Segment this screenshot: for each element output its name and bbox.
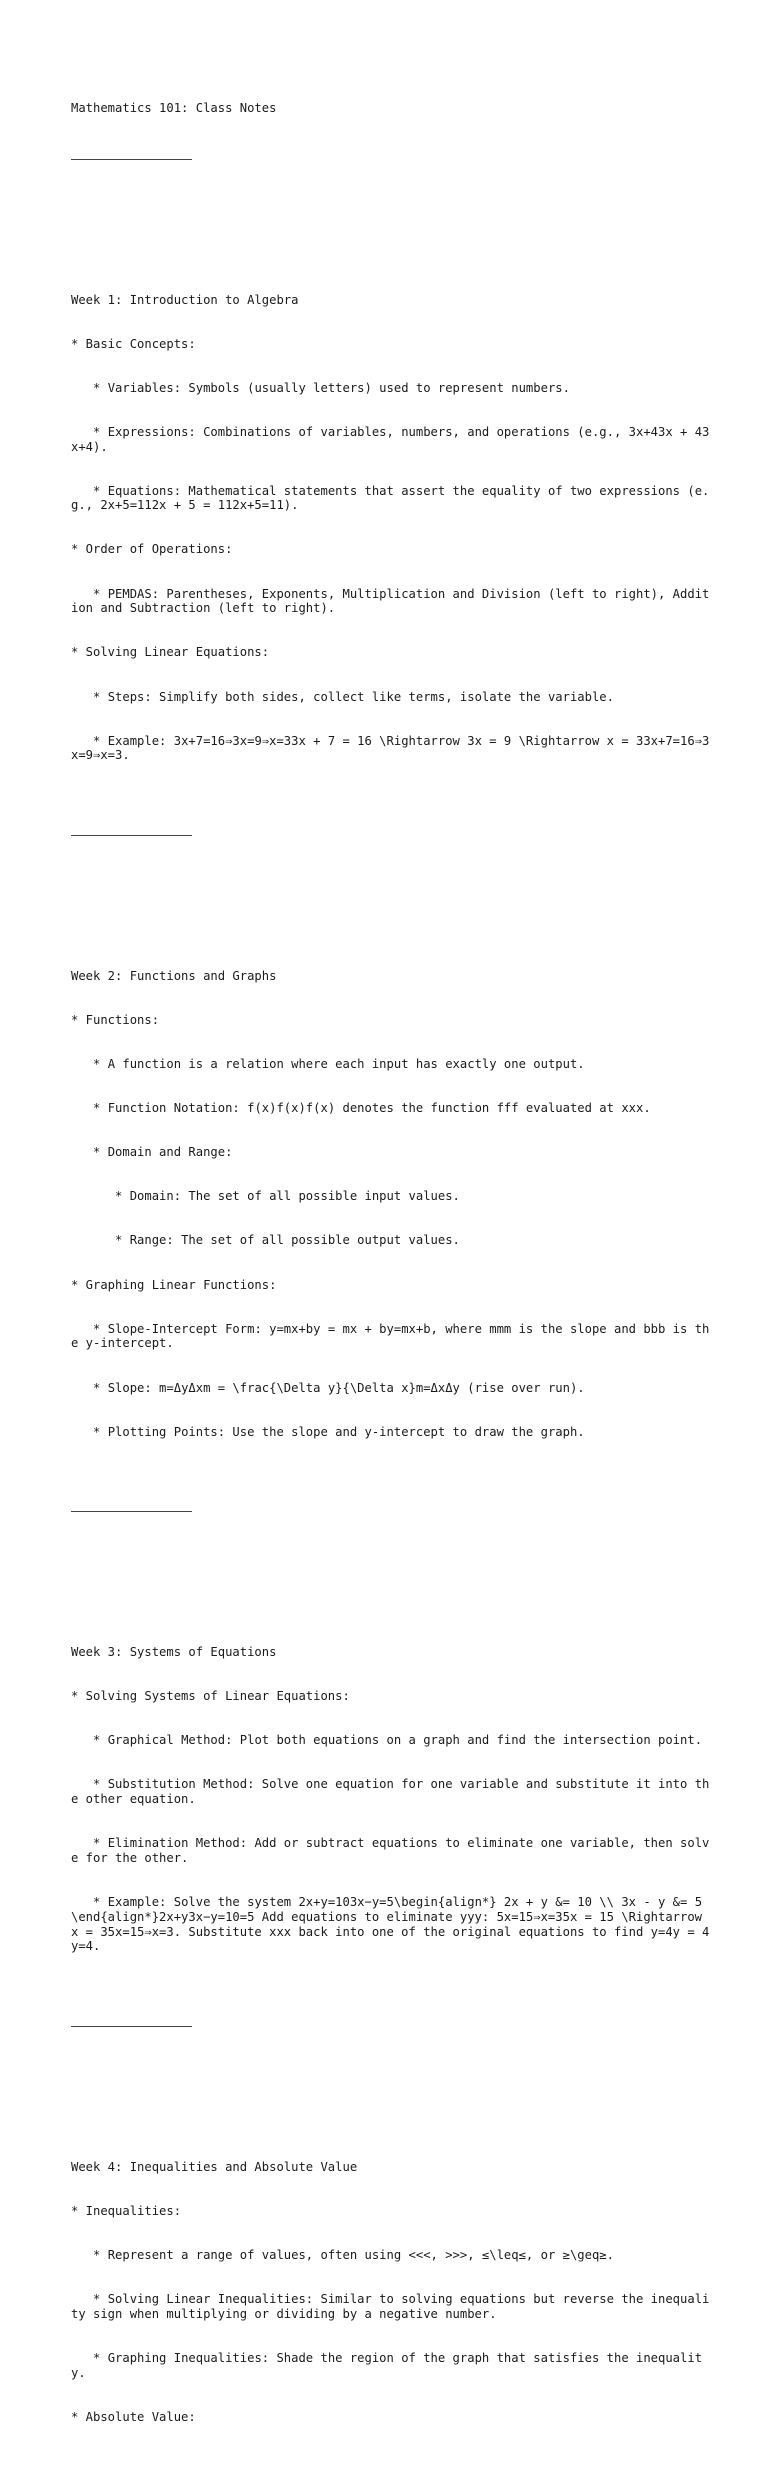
week-1-heading: Week 1: Introduction to Algebra	[71, 292, 299, 307]
section-divider	[71, 2013, 711, 2028]
week-3-line: * Example: Solve the system 2x+y=103x−y=5\begin{align*} 2x + y &= 10 \\ 3x - y &= 5 \end{align*}2x+y3x−y=10=5 Add equations to eliminate yyy: 5x=15⇒x=35x = 15 \Rightarrow x = 35x=15⇒x=3. Substitute xxx back into one of the original equations to find y=4y = 4y=4.	[71, 1895, 710, 1954]
week-1-section	[71, 263, 711, 792]
week-3-line: * Graphical Method: Plot both equations on a graph and find the intersection point.	[71, 1733, 703, 1748]
week-2-line: * Functions:	[71, 1012, 160, 1027]
week-1-line: * Order of Operations:	[71, 542, 233, 557]
week-2-line: * A function is a relation where each input has exactly one output.	[71, 1057, 585, 1072]
week-1-line: * Example: 3x+7=16⇒3x=9⇒x=33x + 7 = 16 \Rightarrow 3x = 9 \Rightarrow x = 33x+7=16⇒3x=9⇒x=3.	[71, 733, 710, 763]
week-2-line: * Graphing Linear Functions:	[71, 1277, 277, 1292]
week-2-line: * Domain and Range:	[71, 1145, 233, 1160]
section-divider	[71, 822, 711, 837]
document-title: Mathematics 101: Class Notes	[71, 101, 277, 116]
week-4-line: * Solving Linear Inequalities: Similar to solving equations but reverse the inequality sign when multiplying or dividing by a negative number.	[71, 2292, 710, 2321]
spacer	[71, 190, 711, 219]
section-divider	[71, 146, 711, 161]
spacer	[71, 1542, 711, 1571]
week-1-line: * Steps: Simplify both sides, collect like terms, isolate the variable.	[71, 689, 614, 704]
spacer	[71, 866, 711, 895]
week-1-line: * Solving Linear Equations:	[71, 645, 270, 660]
week-1-line: * Expressions: Combinations of variables, numbers, and operations (e.g., 3x+43x + 43x+4).	[71, 424, 710, 454]
week-2-heading: Week 2: Functions and Graphs	[71, 968, 277, 983]
week-3-line: * Elimination Method: Add or subtract equations to eliminate one variable, then solve for the other.	[71, 1836, 710, 1865]
week-2-line: * Function Notation: f(x)f(x)f(x) denotes the function fff evaluated at xxx.	[71, 1101, 651, 1116]
spacer	[71, 2057, 711, 2086]
week-2-line: * Domain: The set of all possible input values.	[71, 1189, 460, 1204]
week-4-line: * Inequalities:	[71, 2203, 182, 2218]
section-divider	[71, 1498, 711, 1513]
week-2-line: * Slope-Intercept Form: y=mx+by = mx + by=mx+b, where mmm is the slope and bbb is the y-intercept.	[71, 1321, 710, 1351]
week-4-heading: Week 4: Inequalities and Absolute Value	[71, 2159, 358, 2174]
week-1-line: * PEMDAS: Parentheses, Exponents, Multiplication and Division (left to right), Addition and Subtraction (left to right).	[71, 586, 710, 616]
week-3-line: * Solving Systems of Linear Equations:	[71, 1689, 350, 1704]
week-2-line: * Slope: m=ΔyΔxm = \frac{\Delta y}{\Delta x}m=ΔxΔy (rise over run).	[71, 1380, 585, 1395]
week-2-section	[71, 939, 711, 1468]
week-4-section	[71, 2130, 711, 2453]
week-4-line: * Graphing Inequalities: Shade the region of the graph that satisfies the inequality.	[71, 2350, 703, 2380]
week-1-line: * Equations: Mathematical statements that assert the equality of two expressions (e.g., 2x+5=112x + 5 = 112x+5=11).	[71, 483, 710, 513]
week-3-heading: Week 3: Systems of Equations	[71, 1645, 277, 1660]
week-3-line: * Substitution Method: Solve one equation for one variable and substitute it into the other equation.	[71, 1777, 710, 1807]
week-3-section	[71, 1616, 711, 1984]
week-4-line: * Absolute Value:	[71, 2409, 196, 2424]
week-1-line: * Basic Concepts:	[71, 336, 196, 351]
week-2-line: * Plotting Points: Use the slope and y-intercept to draw the graph.	[71, 1424, 585, 1439]
class-notes-document	[71, 72, 711, 2468]
week-2-line: * Range: The set of all possible output values.	[71, 1233, 460, 1248]
week-4-line: * Represent a range of values, often using <<<, >>>, ≤\leq≤, or ≥\geq≥.	[71, 2247, 614, 2262]
week-1-line: * Variables: Symbols (usually letters) used to represent numbers.	[71, 380, 570, 395]
